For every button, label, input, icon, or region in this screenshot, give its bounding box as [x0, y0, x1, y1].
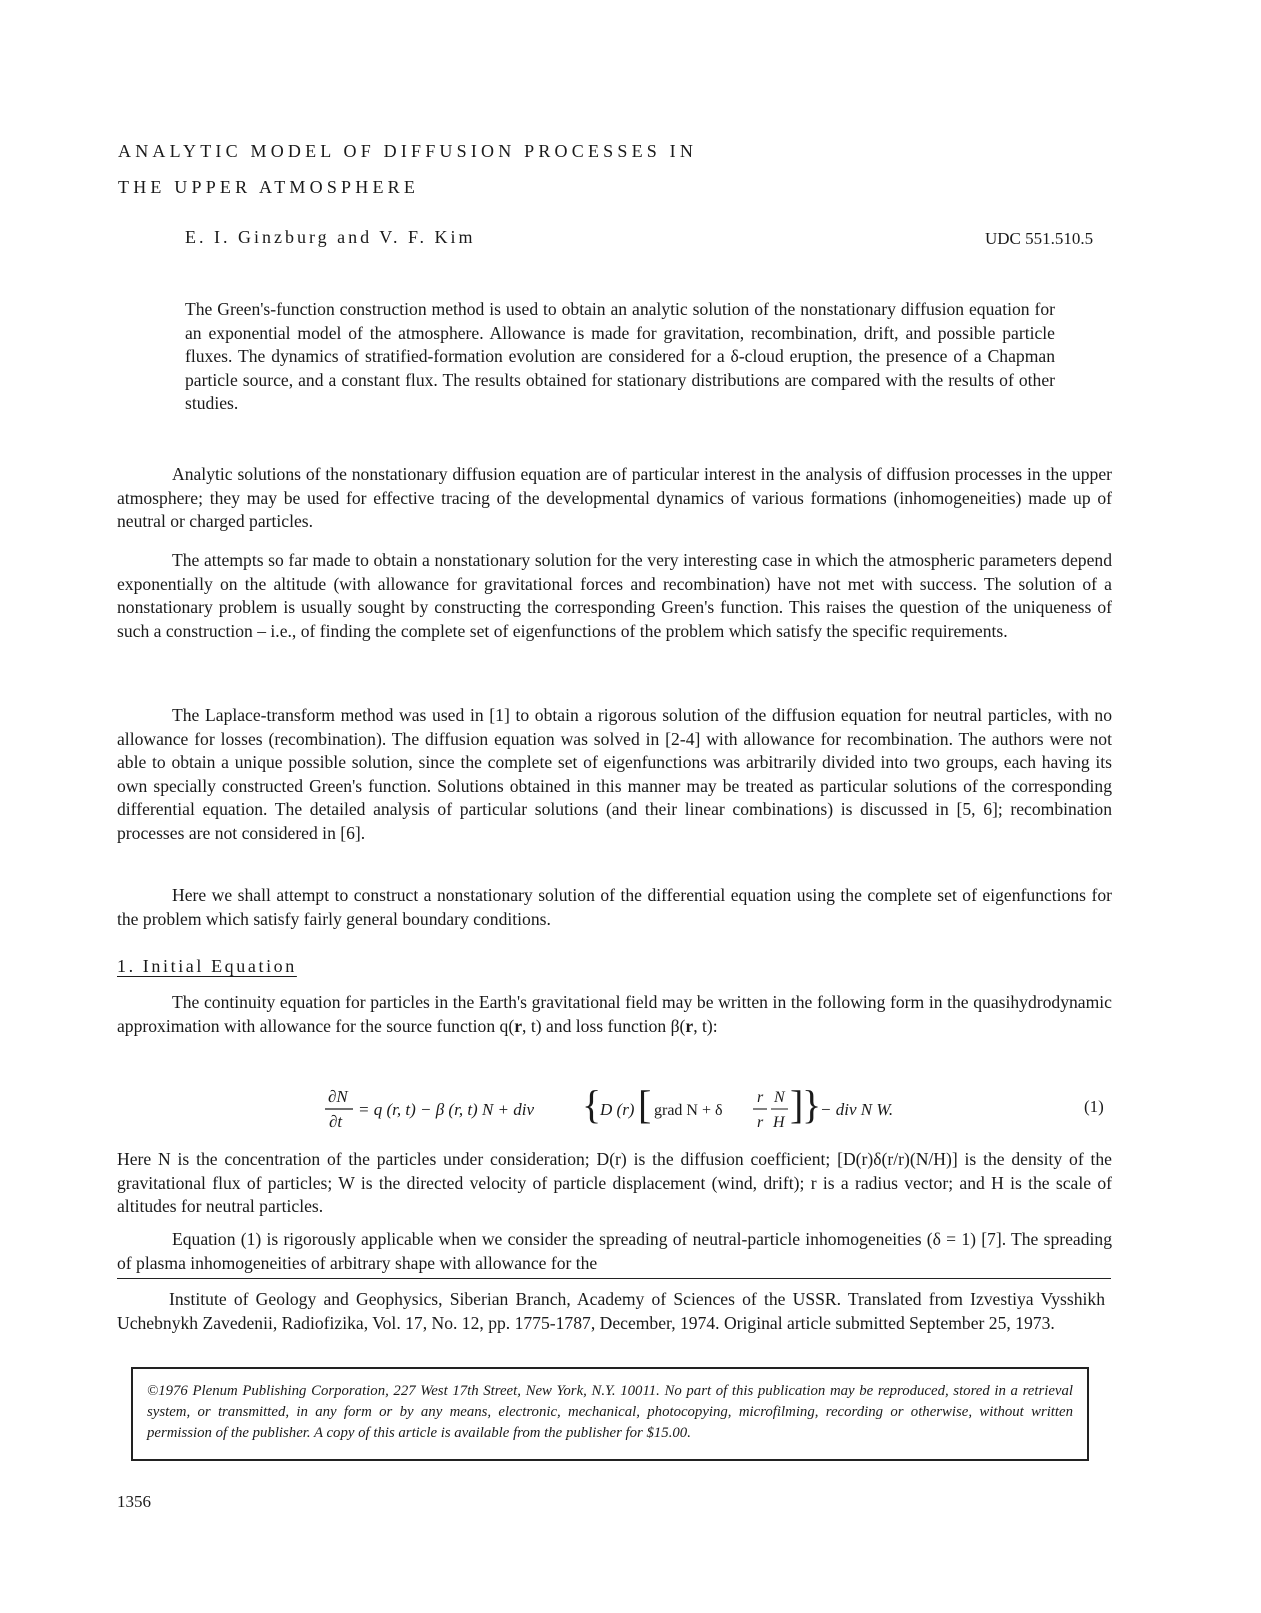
svg-text:}: } — [802, 1082, 822, 1127]
paragraph-after-equation: Here N is the concentration of the particles under consideration; D(r) is the diffusion coefficient; [D(r)δ(r/r)(N/H)] is the density of the gravitational flux of particles; W is the directed velocity of particle displacement (wind, drift); r is a radius vector; and H is the scale of altitudes for neutral particles. — [117, 1149, 1112, 1217]
paragraph-last: Equation (1) is rigorously applicable when we consider the spreading of neutral-particle inhomogeneities (δ = 1) [7]. The spreading of plasma inhomogeneities of arbitrary shape with allowance for the — [117, 1229, 1112, 1273]
eq-rhs-2: D (r) — [600, 1100, 635, 1119]
svg-text:[: [ — [638, 1082, 652, 1127]
section-paragraph: The continuity equation for particles in the Earth's gravitational field may be written in the following form in the quasihydrodynamic approximation with allowance for the source function q(r, t) and loss function β(r, t): — [117, 992, 1112, 1036]
eq-frac-r-num: r — [757, 1089, 764, 1106]
svg-text:]: ] — [790, 1082, 804, 1127]
eq-rhs-4: − div N W. — [820, 1100, 894, 1119]
eq-frac-r-den: r — [757, 1114, 764, 1131]
title-line-2: THE UPPER ATMOSPHERE — [118, 177, 420, 197]
paragraph-2: The attempts so far made to obtain a nonstationary solution for the very interesting case in which the atmospheric parameters depend exponentially on the altitude (with allowance for gravitational forces and recombination) have not met with success. The solution of a nonstationary problem is usually sought by constructing the corresponding Green's function. This raises the question of the uniqueness of such a construction – i.e., of finding the complete set of eigenfunctions of the problem which satisfy the specific requirements. — [117, 550, 1112, 641]
copyright-box: ©1976 Plenum Publishing Corporation, 227 West 17th Street, New York, N.Y. 10011. No part of this publication may be reproduced, stored in a retrieval system, or transmitted, in any form or by any means, electronic, mechanical, photocopying, microfilming, recording or otherwise, without written permission of the publisher. A copy of this article is available from the publisher for $15.00. — [131, 1367, 1089, 1461]
footnote: Institute of Geology and Geophysics, Siberian Branch, Academy of Sciences of the USSR. Translated from Izvestiya Vysshikh Uchebnykh Zavedenii, Radiofizika, Vol. 17, No. 12, pp. 1775-1787, December, 1974. Original article submitted September 25, 1973. — [117, 1289, 1105, 1333]
abstract: The Green's-function construction method is used to obtain an analytic solution of the nonstationary diffusion equation for an exponential model of the atmosphere. Allowance is made for gravitation, recombination, drift, and possible particle fluxes. The dynamics of stratified-formation evolution are considered for a δ-cloud eruption, the presence of a Chapman particle source, and a constant flux. The results obtained for stationary distributions are compared with the results of other studies. — [185, 299, 1055, 414]
equation-number: (1) — [1084, 1097, 1104, 1116]
page-number: 1356 — [117, 1492, 151, 1511]
eq-lhs-num: ∂N — [328, 1087, 348, 1106]
paragraph-3: The Laplace-transform method was used in [1] to obtain a rigorous solution of the diffusion equation for neutral particles, with no allowance for losses (recombination). The diffusion equation was solved in [2-4] with allowance for recombination. The authors were not able to obtain a unique possible solution, since the complete set of eigenfunctions was arbitrarily divided into two groups, each having its own specially constructed Green's function. Solutions obtained in this manner may be treated as particular solutions of the corresponding differential equation. The detailed analysis of particular solutions (and their linear combinations) is discussed in [5, 6]; recombination processes are not considered in [6]. — [117, 705, 1112, 843]
eq-lhs-den: ∂t — [329, 1112, 343, 1131]
udc-code: UDC 551.510.5 — [985, 229, 1094, 248]
paragraph-1: Analytic solutions of the nonstationary diffusion equation are of particular interest in the analysis of diffusion processes in the upper atmosphere; they may be used for effective tracing of the developmental dynamics of various formations (inhomogeneities) made up of neutral or charged particles. — [117, 464, 1112, 532]
section-heading: 1. Initial Equation — [117, 956, 297, 976]
eq-rhs-3: grad N + δ — [654, 1102, 723, 1119]
svg-text:{: { — [582, 1082, 602, 1127]
eq-frac-n-den: H — [773, 1114, 785, 1131]
paragraph-4: Here we shall attempt to construct a nonstationary solution of the differential equation using the complete set of eigenfunctions for the problem which satisfy fairly general boundary conditions. — [117, 885, 1112, 929]
equation-1 — [320, 1080, 920, 1140]
title-line-1: ANALYTIC MODEL OF DIFFUSION PROCESSES IN — [118, 141, 698, 161]
footnote-divider — [117, 1278, 1111, 1279]
eq-rhs-1: = q (r, t) − β (r, t) N + div — [358, 1100, 535, 1119]
authors: E. I. Ginzburg and V. F. Kim — [185, 227, 476, 247]
eq-frac-n-num: N — [774, 1089, 785, 1106]
